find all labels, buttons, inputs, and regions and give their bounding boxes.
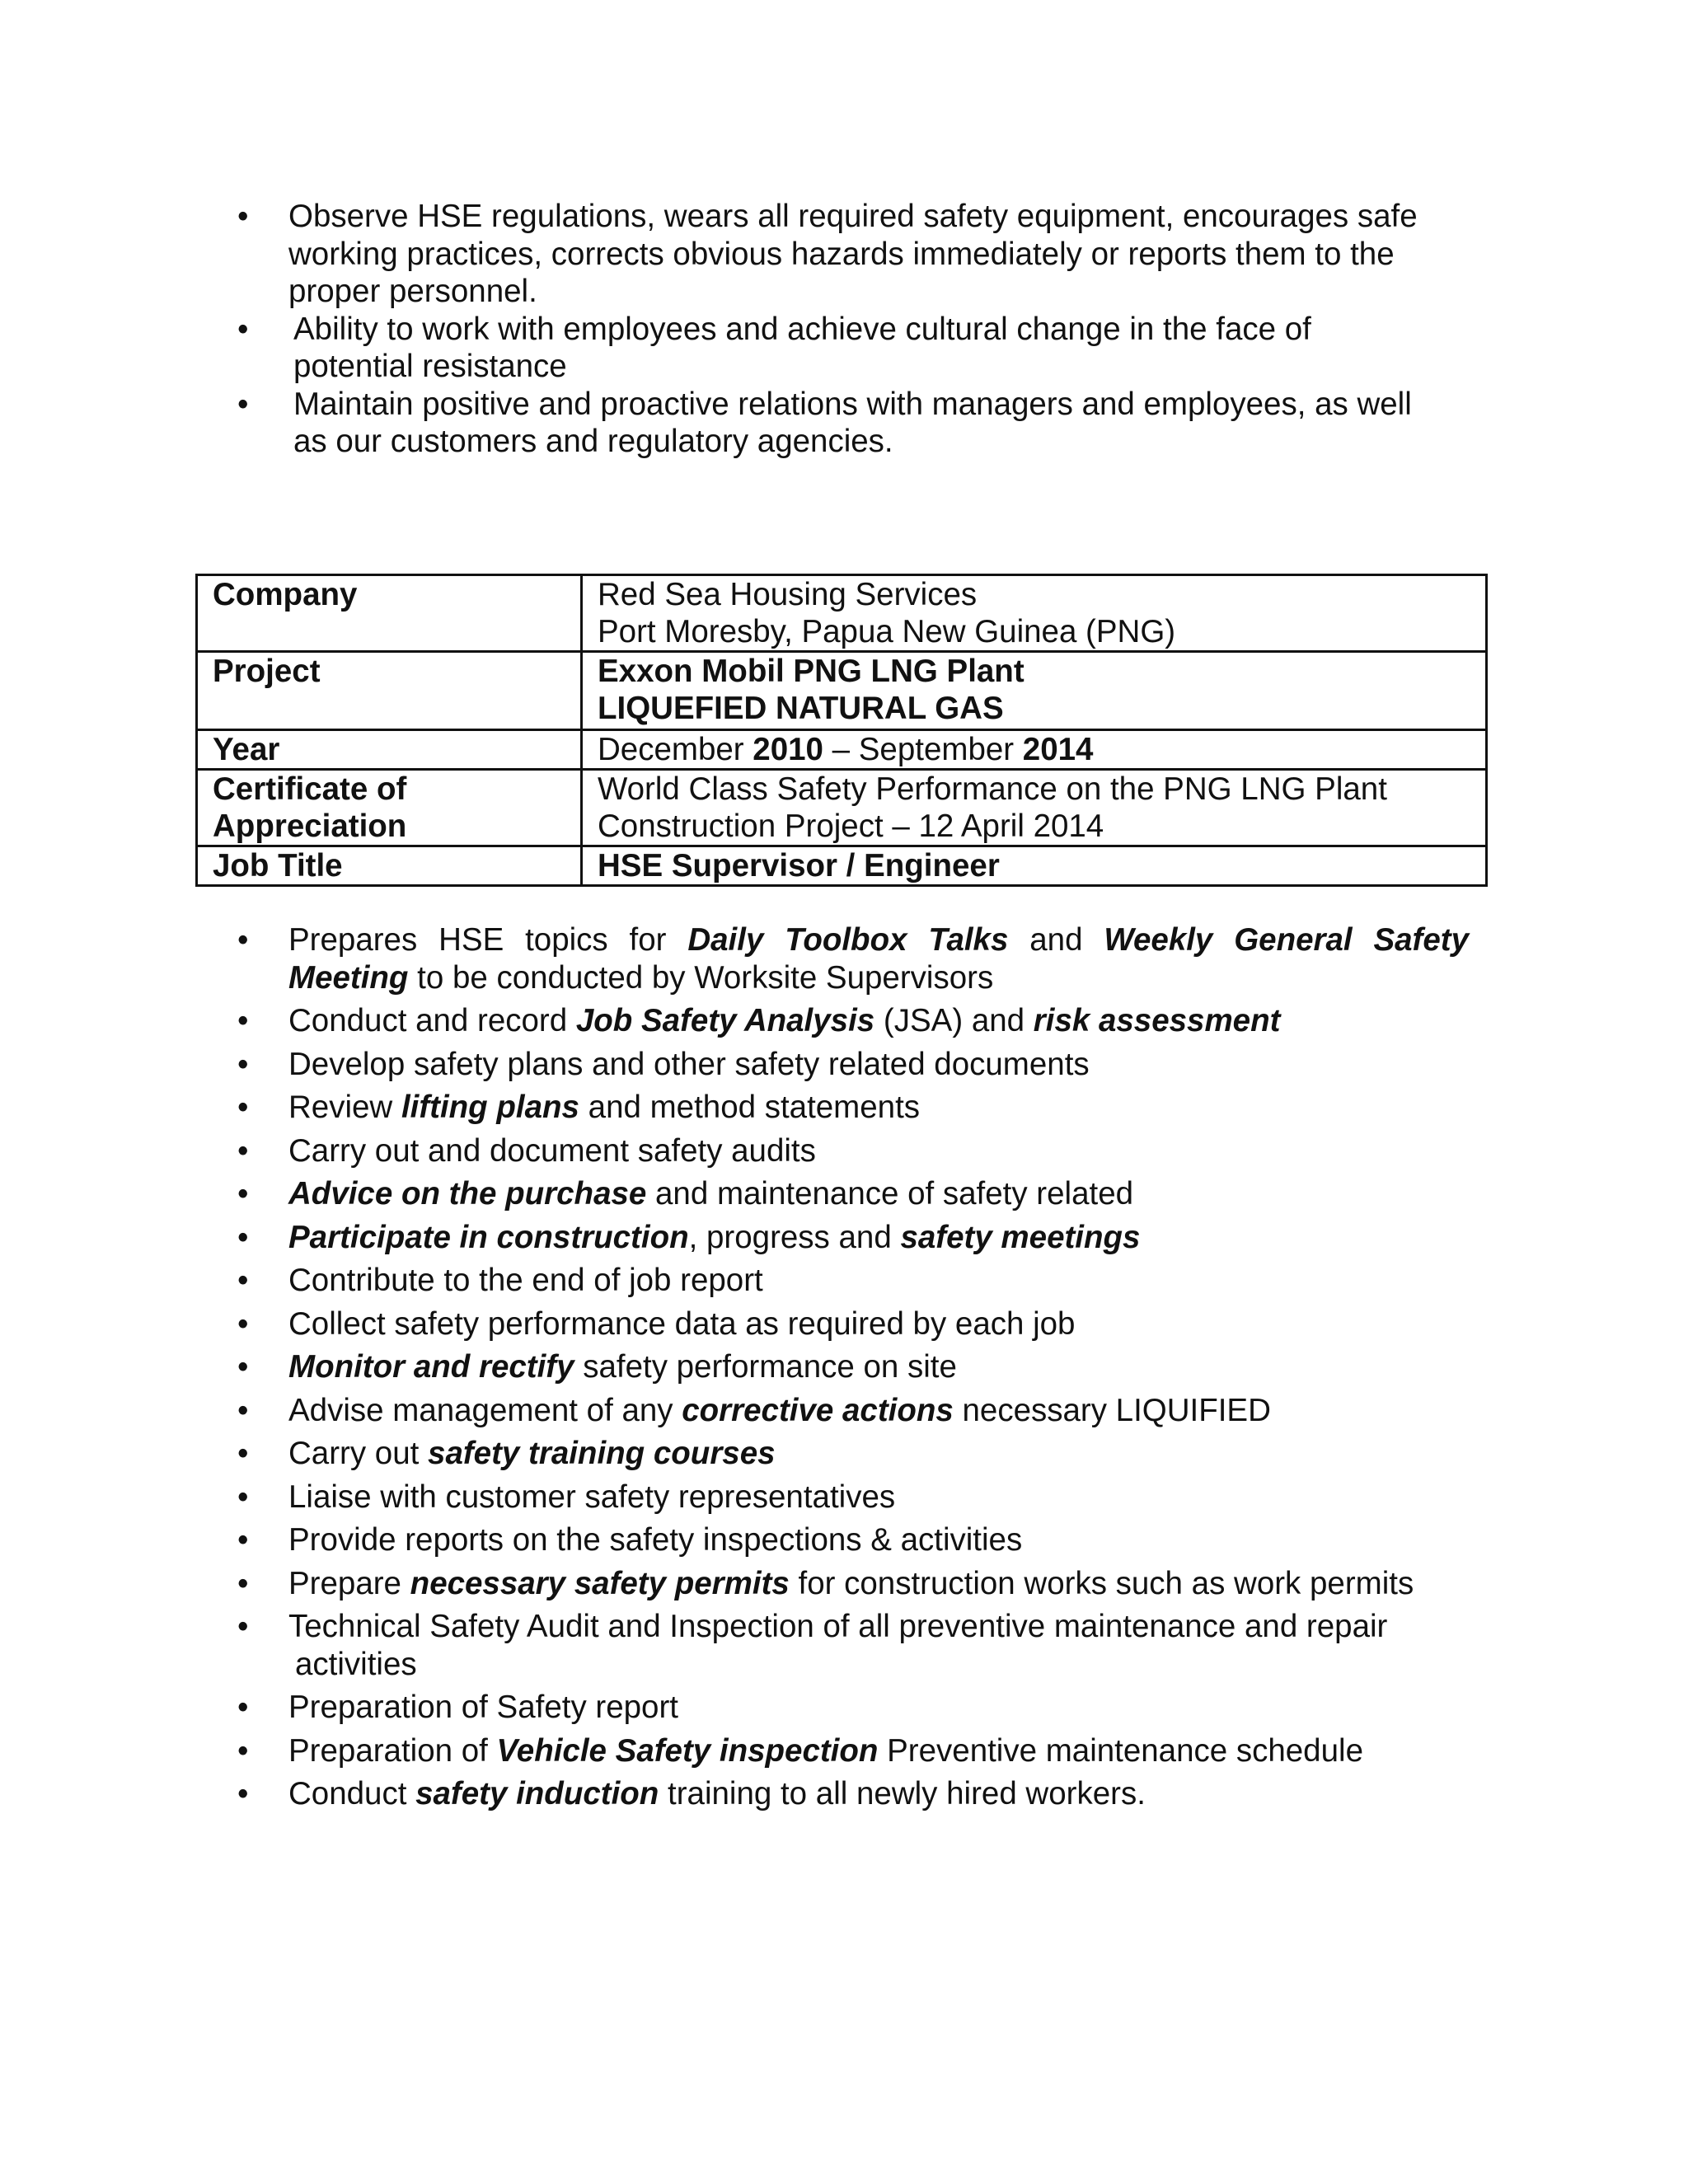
bullet-icon: • bbox=[237, 1392, 249, 1428]
table-row-year bbox=[197, 730, 1487, 770]
list-item-text: Advise management of any corrective actions necessary LIQUIFIED bbox=[288, 1392, 1271, 1428]
list-item-text: Carry out safety training courses bbox=[288, 1436, 776, 1471]
bullet-icon: • bbox=[237, 1776, 249, 1811]
list-item-text: Preparation of Vehicle Safety inspection Preventive maintenance schedule bbox=[288, 1732, 1363, 1769]
list-item-text: Develop safety plans and other safety related documents bbox=[288, 1046, 1090, 1082]
list-item-text: Prepare necessary safety permits for construction works such as work permits bbox=[288, 1565, 1414, 1601]
year-label: Year bbox=[197, 730, 582, 770]
list-item bbox=[237, 1435, 1469, 1473]
bullet-icon: • bbox=[237, 1090, 249, 1125]
bullet-icon: • bbox=[237, 1565, 249, 1601]
list-item-text: Preparation of Safety report bbox=[288, 1690, 678, 1725]
list-item-text: Technical Safety Audit and Inspection of all preventive maintenance and repair activities bbox=[288, 1609, 1388, 1682]
job-title-label: Job Title bbox=[197, 846, 582, 886]
list-item-text: Advice on the purchase and maintenance of safety related bbox=[288, 1176, 1134, 1212]
list-item bbox=[237, 1565, 1469, 1603]
list-item-text: Carry out and document safety audits bbox=[288, 1132, 816, 1169]
bullet-icon: • bbox=[237, 1522, 249, 1558]
table-row-project bbox=[197, 652, 1487, 730]
bullet-icon: • bbox=[237, 311, 249, 347]
bullet-icon: • bbox=[237, 1219, 249, 1255]
list-item bbox=[237, 921, 1470, 996]
duties-bullet-list bbox=[237, 921, 1470, 1819]
bullet-icon: • bbox=[237, 1046, 249, 1082]
bullet-icon: • bbox=[237, 922, 249, 958]
list-item-text: Conduct and record Job Safety Analysis (JSA) and risk assessment bbox=[288, 1003, 1281, 1038]
list-item bbox=[237, 311, 1459, 386]
list-item bbox=[237, 1046, 1469, 1084]
bullet-icon: • bbox=[237, 1305, 249, 1342]
list-item-text: Observe HSE regulations, wears all required safety equipment, encourages safe working practices, corrects obvious hazards immediately or reports them to the proper personnel. bbox=[288, 199, 1418, 309]
bullet-icon: • bbox=[237, 1349, 249, 1385]
list-item bbox=[237, 1608, 1469, 1683]
list-item bbox=[237, 1262, 1469, 1300]
certificate-label: Certificate of Appreciation bbox=[197, 770, 582, 846]
list-item-text: Participate in construction, progress and safety meetings bbox=[288, 1219, 1141, 1255]
bullet-icon: • bbox=[237, 1176, 249, 1212]
list-item-text: Maintain positive and proactive relations with managers and employees, as well as our customers and regulatory agencies. bbox=[293, 386, 1412, 459]
list-item bbox=[237, 1732, 1469, 1770]
table-row-certificate bbox=[197, 770, 1487, 846]
project-value: Exxon Mobil PNG LNG Plant LIQUEFIED NATURAL GAS bbox=[582, 652, 1487, 730]
year-value: December 2010 – September 2014 bbox=[582, 730, 1487, 770]
list-item bbox=[237, 1775, 1469, 1813]
table-row-job-title bbox=[197, 846, 1487, 886]
list-item-text: Provide reports on the safety inspections & activities bbox=[288, 1522, 1023, 1558]
list-item-text: Review lifting plans and method statements bbox=[288, 1090, 921, 1125]
list-item-text: Prepares HSE topics for Daily Toolbox Talks and Weekly General Safety Meeting to be conducted by Worksite Supervisors bbox=[288, 922, 1470, 996]
bullet-icon: • bbox=[237, 1263, 249, 1298]
list-item bbox=[237, 1521, 1469, 1559]
employment-info-table bbox=[195, 574, 1488, 887]
list-item bbox=[237, 1089, 1469, 1127]
bullet-icon: • bbox=[237, 199, 249, 234]
list-item bbox=[237, 386, 1459, 461]
list-item bbox=[237, 1132, 1469, 1170]
list-item bbox=[237, 1689, 1469, 1727]
bullet-icon: • bbox=[237, 1609, 249, 1644]
list-item bbox=[237, 1002, 1469, 1040]
list-item-text: Ability to work with employees and achieve cultural change in the face of potential resistance bbox=[293, 311, 1311, 384]
list-item-text: Monitor and rectify safety performance on site bbox=[288, 1349, 957, 1385]
list-item bbox=[237, 198, 1459, 311]
list-item bbox=[237, 1175, 1469, 1213]
bullet-icon: • bbox=[237, 386, 249, 422]
bullet-icon: • bbox=[237, 1479, 249, 1515]
list-item bbox=[237, 1219, 1469, 1257]
list-item-text: Contribute to the end of job report bbox=[288, 1263, 763, 1298]
company-value: Red Sea Housing Services Port Moresby, Papua New Guinea (PNG) bbox=[582, 575, 1487, 652]
job-title-value: HSE Supervisor / Engineer bbox=[582, 846, 1487, 886]
bullet-icon: • bbox=[237, 1690, 249, 1725]
project-label: Project bbox=[197, 652, 582, 730]
list-item bbox=[237, 1305, 1469, 1343]
company-label: Company bbox=[197, 575, 582, 652]
list-item-text: Collect safety performance data as required by each job bbox=[288, 1305, 1076, 1342]
list-item bbox=[237, 1392, 1469, 1430]
bullet-icon: • bbox=[237, 1732, 249, 1769]
list-item-text: Liaise with customer safety representatives bbox=[288, 1479, 896, 1515]
list-item bbox=[237, 1479, 1469, 1516]
list-item-text: Conduct safety induction training to all newly hired workers. bbox=[288, 1776, 1146, 1811]
bullet-icon: • bbox=[237, 1132, 249, 1169]
list-item bbox=[237, 1348, 1469, 1386]
bullet-icon: • bbox=[237, 1436, 249, 1471]
bullet-icon: • bbox=[237, 1003, 249, 1038]
table-row-company bbox=[197, 575, 1487, 652]
top-bullet-list bbox=[237, 198, 1459, 461]
certificate-value: World Class Safety Performance on the PNG LNG Plant Construction Project – 12 April 2014 bbox=[582, 770, 1487, 846]
